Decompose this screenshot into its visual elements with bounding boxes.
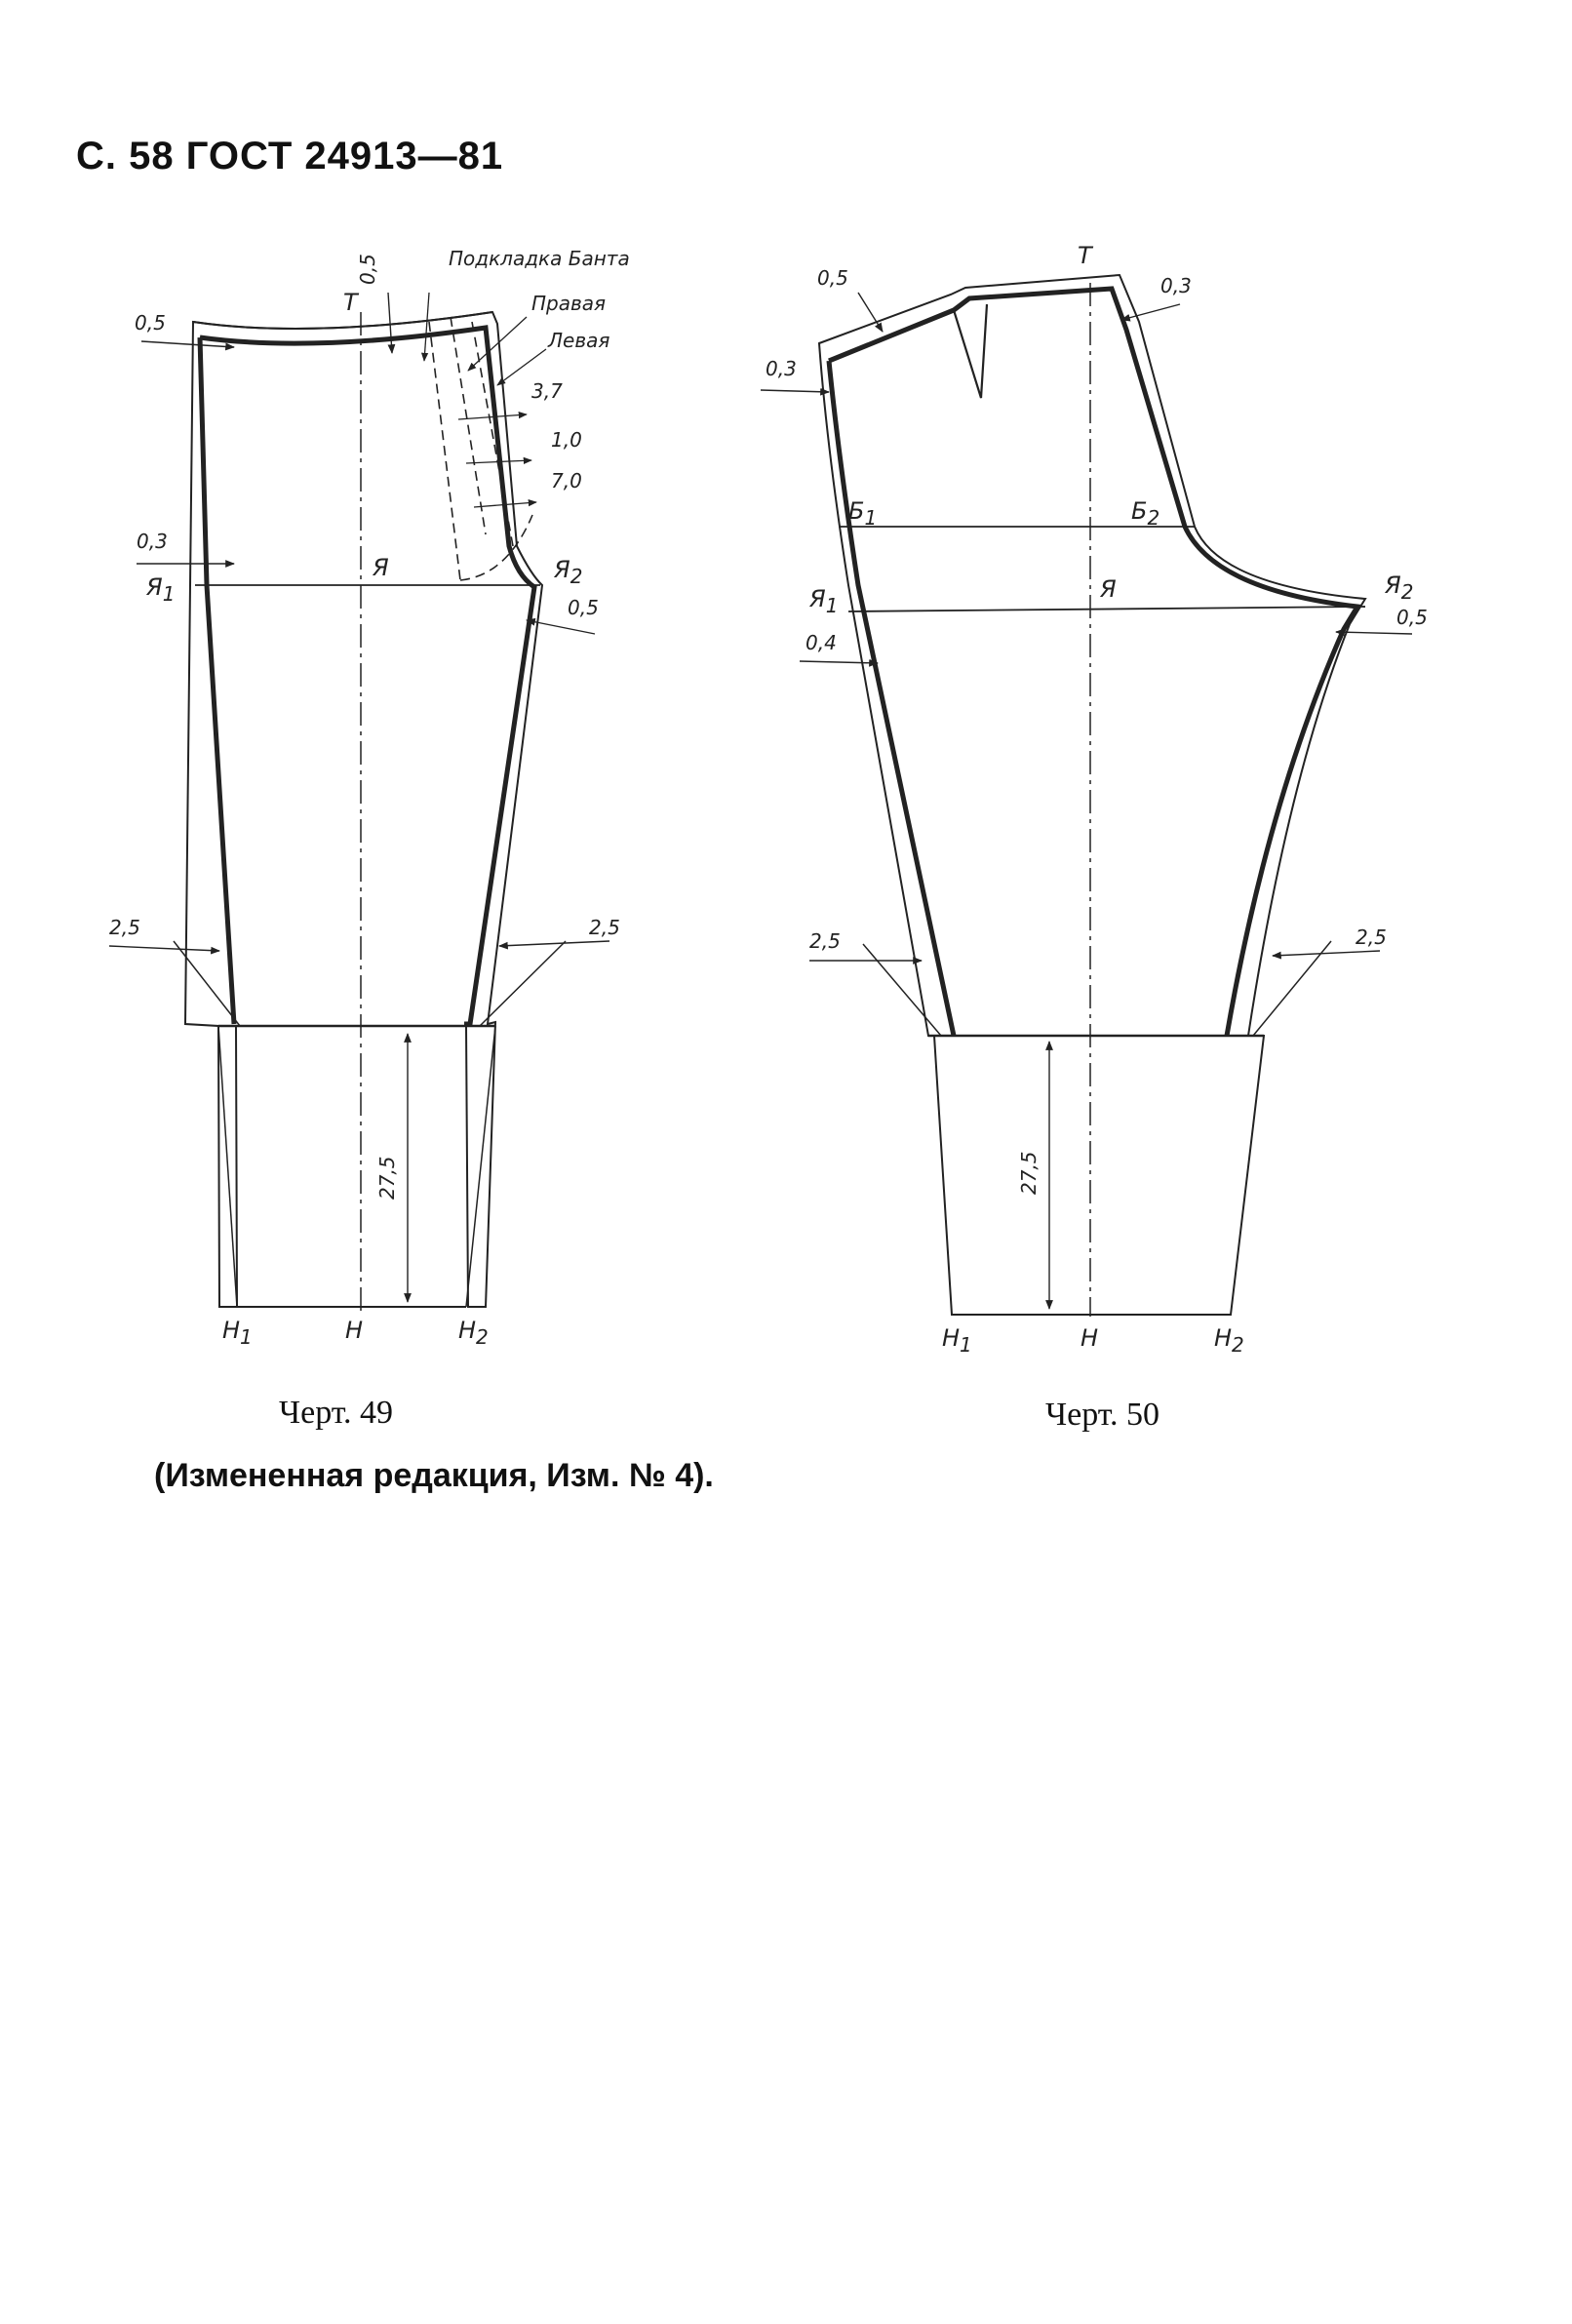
dim-right-mid-49: 0,5: [568, 596, 599, 619]
label-h2-50: $Н_2$: [1214, 1324, 1244, 1357]
label-t-50: Т: [1078, 242, 1092, 269]
dim-knee-left-arrow-49: [109, 946, 219, 951]
figure-49: [109, 293, 609, 1312]
figure-50-labels: [766, 242, 1428, 1357]
label-pocket-title-49: Подкладка Банта: [449, 247, 630, 270]
label-h-49: Н: [345, 1317, 364, 1344]
dim-10-49: 1,0: [551, 428, 582, 452]
dim-length-49: 27,5: [375, 1156, 399, 1200]
label-left-49: Левая: [548, 329, 610, 352]
dim-top-center-49: 0,5: [356, 254, 379, 285]
dim-knee-right-arrow-50: [1273, 951, 1380, 956]
dim-top-left-50: 0,5: [817, 266, 848, 290]
label-ya-49: Я: [373, 554, 389, 581]
dim-knee-right-arrow-49: [499, 941, 609, 946]
caption-figure-49: Черт. 49: [279, 1395, 394, 1431]
dim-top-left-49: 0,5: [135, 311, 166, 335]
label-h2-49: $Н_2$: [458, 1317, 489, 1349]
dim-37-49: 3,7: [531, 379, 563, 403]
inner-contour-49: [200, 328, 534, 1024]
label-h-50: Н: [1081, 1324, 1099, 1352]
page-number: С. 58: [76, 135, 175, 177]
dim-top-right-50: 0,3: [1160, 274, 1192, 297]
label-ya1-50: $Я_1$: [809, 585, 839, 617]
hip-line-50: [848, 607, 1365, 611]
dim-knee-left-49: 2,5: [109, 916, 140, 939]
dim-right-mid-50: 0,5: [1396, 606, 1428, 629]
dim-side-top-arrow-50: [761, 390, 829, 392]
dart-50: [954, 304, 987, 398]
dim-left-mid-50: 0,4: [806, 631, 837, 654]
label-ya-50: Я: [1100, 575, 1117, 603]
label-h1-50: $Н_1$: [942, 1324, 972, 1357]
dim-70-49: 7,0: [551, 469, 582, 492]
standard-number: ГОСТ 24913—81: [185, 135, 504, 177]
label-right-49: Правая: [531, 292, 607, 315]
dim-left-mid-arrow-50: [800, 661, 878, 663]
dim-right-mid-arrow-50: [1336, 632, 1412, 634]
dim-knee-right-50: 2,5: [1356, 926, 1387, 949]
dim-knee-right-49: 2,5: [589, 916, 620, 939]
label-ya1-49: $Я_1$: [146, 573, 176, 606]
lower-left-side-49: [218, 1026, 237, 1307]
label-t-49: Т: [343, 289, 358, 316]
dim-top-right-arrow-50: [1121, 304, 1180, 320]
revision-note: (Измененная редакция, Изм. № 4).: [154, 1457, 714, 1494]
dim-left-mid-49: 0,3: [137, 530, 168, 553]
label-ya2-49: $Я_2$: [554, 556, 583, 588]
dim-37-arrow-49: [458, 414, 527, 419]
label-b1-50: $Б_1$: [848, 497, 878, 530]
dim-side-top-50: 0,3: [766, 357, 797, 380]
dim-length-50: 27,5: [1017, 1151, 1041, 1195]
dim-knee-left-50: 2,5: [809, 929, 841, 953]
caption-figure-50: Черт. 50: [1045, 1397, 1160, 1433]
pocket-leader-49: [424, 293, 429, 361]
label-ya2-50: $Я_2$: [1385, 571, 1414, 604]
knee-offset-left-50: [863, 944, 941, 1036]
dim-top-center-arrow-49: [388, 293, 392, 353]
dim-top-left-arrow-50: [858, 293, 883, 332]
label-b2-50: $Б_2$: [1131, 497, 1160, 530]
figure-50: [761, 275, 1412, 1317]
label-h1-49: $Н_1$: [222, 1317, 253, 1349]
outer-contour-49: [185, 312, 542, 1307]
